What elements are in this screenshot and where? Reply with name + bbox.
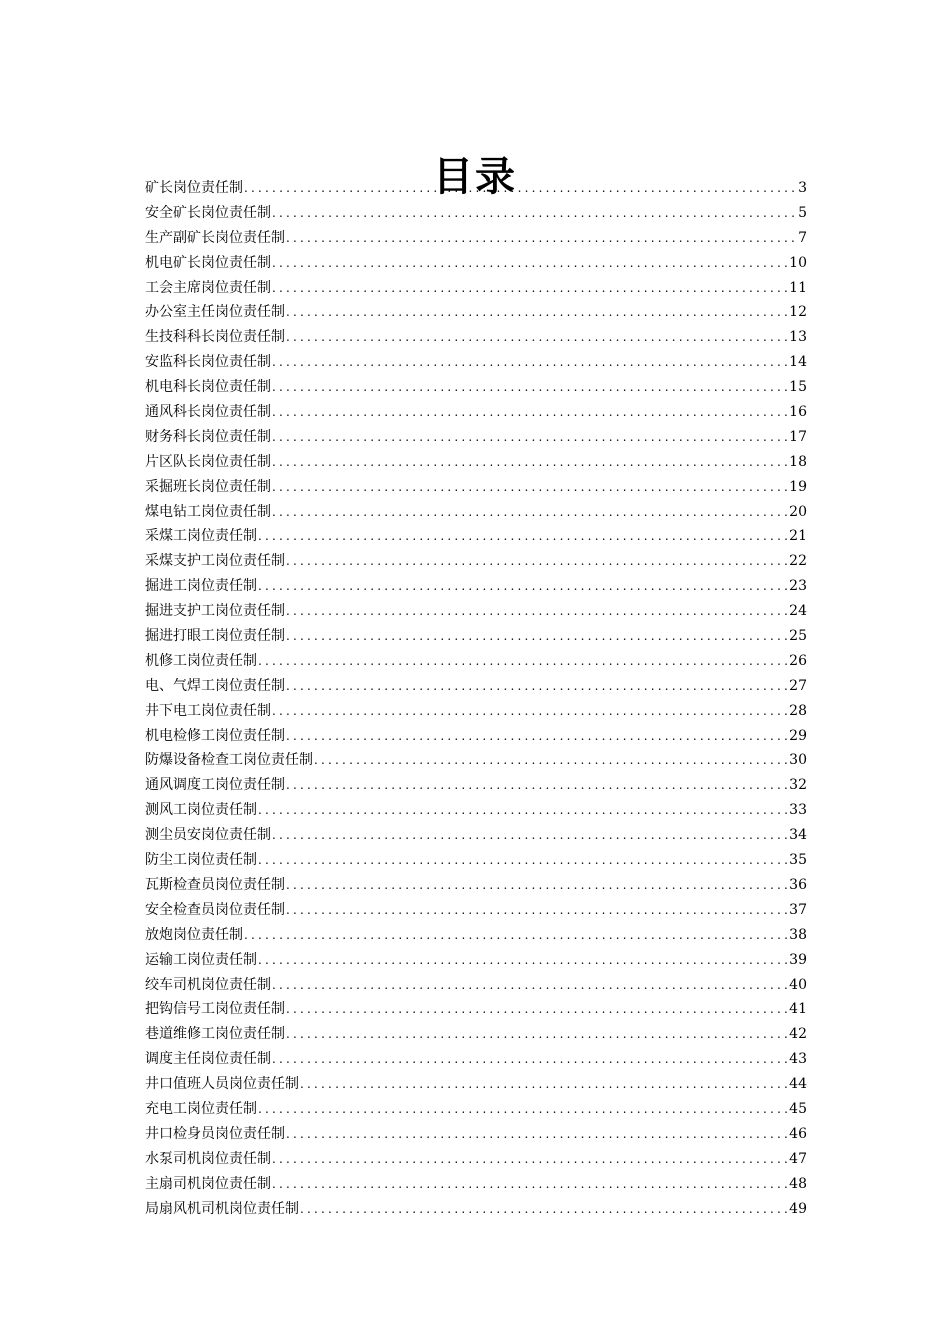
toc-dot-leader [286, 549, 787, 574]
toc-entry[interactable] [145, 873, 807, 898]
toc-entry-label: 掘进工岗位责任制 [145, 578, 257, 595]
toc-entry[interactable] [145, 1022, 807, 1047]
toc-dot-leader [258, 798, 787, 823]
toc-entry-label: 机电检修工岗位责任制 [145, 727, 285, 744]
toc-entry-page-number: 47 [789, 1150, 807, 1167]
toc-entry[interactable] [145, 699, 807, 724]
toc-entry[interactable] [145, 1147, 807, 1172]
toc-dot-leader [244, 176, 796, 201]
toc-entry-page-number: 40 [789, 976, 807, 993]
toc-entry-label: 采煤工岗位责任制 [145, 528, 257, 545]
toc-entry[interactable] [145, 375, 807, 400]
toc-entry-page-number: 35 [789, 852, 807, 869]
toc-dot-leader [258, 574, 787, 599]
toc-entry-page-number: 12 [789, 304, 807, 321]
toc-entry-label: 片区队长岗位责任制 [145, 453, 271, 470]
toc-entry-label: 瓦斯检查员岗位责任制 [145, 876, 285, 893]
toc-entry-page-number: 7 [798, 229, 807, 246]
toc-entry[interactable] [145, 773, 807, 798]
toc-entry[interactable] [145, 798, 807, 823]
table-of-contents [145, 176, 807, 1221]
toc-entry[interactable] [145, 251, 807, 276]
toc-dot-leader [272, 823, 787, 848]
toc-dot-leader [286, 300, 787, 325]
toc-entry[interactable] [145, 276, 807, 301]
toc-entry-page-number: 36 [789, 876, 807, 893]
toc-dot-leader [286, 724, 787, 749]
toc-dot-leader [272, 973, 787, 998]
toc-entry-page-number: 26 [789, 652, 807, 669]
toc-entry-page-number: 17 [789, 428, 807, 445]
toc-entry-label: 水泵司机岗位责任制 [145, 1150, 271, 1167]
toc-entry[interactable] [145, 475, 807, 500]
toc-entry-page-number: 20 [789, 503, 807, 520]
toc-dot-leader [286, 1122, 787, 1147]
toc-entry-label: 主扇司机岗位责任制 [145, 1175, 271, 1192]
toc-entry-page-number: 14 [789, 354, 807, 371]
toc-dot-leader [286, 599, 787, 624]
toc-entry[interactable] [145, 425, 807, 450]
toc-entry-label: 安全检查员岗位责任制 [145, 901, 285, 918]
toc-dot-leader [258, 948, 787, 973]
toc-entry[interactable] [145, 325, 807, 350]
toc-dot-leader [272, 276, 787, 301]
toc-entry[interactable] [145, 724, 807, 749]
toc-dot-leader [272, 1172, 787, 1197]
toc-entry-label: 生产副矿长岗位责任制 [145, 229, 285, 246]
toc-dot-leader [286, 997, 787, 1022]
toc-dot-leader [272, 400, 787, 425]
toc-entry[interactable] [145, 973, 807, 998]
toc-entry-label: 安监科长岗位责任制 [145, 354, 271, 371]
toc-entry-page-number: 32 [789, 777, 807, 794]
toc-entry-page-number: 28 [789, 702, 807, 719]
toc-entry-page-number: 5 [798, 204, 807, 221]
toc-entry-page-number: 44 [789, 1076, 807, 1093]
toc-entry[interactable] [145, 400, 807, 425]
toc-entry-page-number: 18 [789, 453, 807, 470]
toc-dot-leader [272, 1047, 787, 1072]
toc-entry-page-number: 3 [798, 180, 807, 196]
toc-entry[interactable] [145, 997, 807, 1022]
toc-entry-label: 生技科科长岗位责任制 [145, 329, 285, 346]
toc-entry[interactable] [145, 1197, 807, 1222]
toc-entry[interactable] [145, 748, 807, 773]
toc-entry[interactable] [145, 1047, 807, 1072]
toc-dot-leader [286, 873, 787, 898]
toc-entry[interactable] [145, 948, 807, 973]
toc-entry-label: 机电科长岗位责任制 [145, 379, 271, 396]
toc-entry[interactable] [145, 1072, 807, 1097]
toc-entry[interactable] [145, 574, 807, 599]
toc-dot-leader [272, 699, 787, 724]
toc-entry[interactable] [145, 300, 807, 325]
toc-entry[interactable] [145, 848, 807, 873]
toc-dot-leader [314, 748, 787, 773]
toc-entry[interactable] [145, 649, 807, 674]
toc-entry-label: 充电工岗位责任制 [145, 1100, 257, 1117]
toc-entry-label: 通风调度工岗位责任制 [145, 777, 285, 794]
toc-entry-page-number: 37 [789, 901, 807, 918]
toc-entry-page-number: 43 [789, 1051, 807, 1068]
toc-entry-label: 井下电工岗位责任制 [145, 702, 271, 719]
toc-entry-label: 电、气焊工岗位责任制 [145, 677, 285, 694]
toc-dot-leader [272, 251, 787, 276]
toc-entry-label: 安全矿长岗位责任制 [145, 204, 271, 221]
toc-dot-leader [286, 773, 787, 798]
toc-dot-leader [244, 923, 787, 948]
toc-entry-page-number: 15 [789, 379, 807, 396]
toc-entry-label: 把钩信号工岗位责任制 [145, 1001, 285, 1018]
toc-entry-label: 通风科长岗位责任制 [145, 404, 271, 421]
toc-entry-label: 绞车司机岗位责任制 [145, 976, 271, 993]
toc-entry-page-number: 24 [789, 603, 807, 620]
toc-entry[interactable] [145, 201, 807, 226]
toc-dot-leader [286, 624, 787, 649]
toc-entry[interactable] [145, 1172, 807, 1197]
toc-entry-page-number: 38 [789, 926, 807, 943]
toc-entry[interactable] [145, 898, 807, 923]
toc-entry-page-number: 41 [789, 1001, 807, 1018]
toc-entry[interactable] [145, 624, 807, 649]
toc-entry-page-number: 49 [789, 1200, 807, 1217]
toc-dot-leader [272, 450, 787, 475]
toc-dot-leader [258, 1097, 787, 1122]
toc-entry-label: 防尘工岗位责任制 [145, 852, 257, 869]
toc-entry-page-number: 10 [789, 254, 807, 271]
toc-entry[interactable] [145, 226, 807, 251]
toc-dot-leader [258, 649, 787, 674]
toc-entry-label: 机修工岗位责任制 [145, 652, 257, 669]
toc-entry-page-number: 45 [789, 1100, 807, 1117]
toc-entry[interactable] [145, 176, 807, 201]
toc-entry-page-number: 13 [789, 329, 807, 346]
toc-entry[interactable] [145, 549, 807, 574]
toc-entry-page-number: 30 [789, 752, 807, 769]
toc-entry-label: 测风工岗位责任制 [145, 802, 257, 819]
toc-entry-label: 财务科长岗位责任制 [145, 428, 271, 445]
toc-dot-leader [272, 500, 787, 525]
toc-entry-label: 局扇风机司机岗位责任制 [145, 1200, 299, 1217]
toc-entry-page-number: 25 [789, 628, 807, 645]
toc-dot-leader [300, 1197, 787, 1222]
toc-entry-page-number: 11 [789, 279, 807, 296]
toc-dot-leader [286, 1022, 787, 1047]
toc-entry-label: 掘进支护工岗位责任制 [145, 603, 285, 620]
toc-entry[interactable] [145, 500, 807, 525]
toc-entry[interactable] [145, 599, 807, 624]
toc-dot-leader [272, 475, 787, 500]
toc-entry-page-number: 19 [789, 478, 807, 495]
toc-entry[interactable] [145, 1122, 807, 1147]
toc-entry-label: 测尘员安岗位责任制 [145, 827, 271, 844]
toc-dot-leader [286, 325, 787, 350]
toc-dot-leader [272, 350, 787, 375]
toc-entry-page-number: 48 [789, 1175, 807, 1192]
toc-entry-page-number: 29 [789, 727, 807, 744]
toc-entry-page-number: 21 [789, 528, 807, 545]
toc-entry-page-number: 42 [789, 1026, 807, 1043]
toc-entry-label: 工会主席岗位责任制 [145, 279, 271, 296]
toc-dot-leader [272, 201, 796, 226]
toc-entry-label: 办公室主任岗位责任制 [145, 304, 285, 321]
toc-entry-page-number: 39 [789, 951, 807, 968]
toc-entry[interactable] [145, 350, 807, 375]
toc-entry-page-number: 16 [789, 404, 807, 421]
toc-entry-label: 巷道维修工岗位责任制 [145, 1026, 285, 1043]
toc-entry-label: 掘进打眼工岗位责任制 [145, 628, 285, 645]
toc-dot-leader [258, 848, 787, 873]
toc-entry[interactable] [145, 674, 807, 699]
toc-entry-label: 井口值班人员岗位责任制 [145, 1076, 299, 1093]
toc-dot-leader [258, 524, 787, 549]
toc-entry-page-number: 33 [789, 802, 807, 819]
toc-entry-label: 调度主任岗位责任制 [145, 1051, 271, 1068]
toc-dot-leader [272, 375, 787, 400]
toc-dot-leader [286, 674, 787, 699]
toc-entry-label: 采掘班长岗位责任制 [145, 478, 271, 495]
toc-entry[interactable] [145, 524, 807, 549]
toc-entry-page-number: 23 [789, 578, 807, 595]
page-title: 目录 [433, 153, 517, 200]
toc-entry-page-number: 46 [789, 1125, 807, 1142]
toc-entry-label: 防爆设备检查工岗位责任制 [145, 752, 313, 769]
toc-entry-label: 放炮岗位责任制 [145, 926, 243, 943]
toc-dot-leader [272, 425, 787, 450]
toc-dot-leader [286, 226, 796, 251]
toc-entry[interactable] [145, 1097, 807, 1122]
toc-entry-label: 运输工岗位责任制 [145, 951, 257, 968]
toc-entry-page-number: 22 [789, 553, 807, 570]
toc-entry-label: 采煤支护工岗位责任制 [145, 553, 285, 570]
toc-entry-label: 矿长岗位责任制 [145, 180, 243, 196]
toc-entry-page-number: 34 [789, 827, 807, 844]
toc-entry-label: 井口检身员岗位责任制 [145, 1125, 285, 1142]
toc-entry[interactable] [145, 923, 807, 948]
toc-entry[interactable] [145, 450, 807, 475]
toc-dot-leader [272, 1147, 787, 1172]
toc-entry-label: 煤电钻工岗位责任制 [145, 503, 271, 520]
toc-entry-page-number: 27 [789, 677, 807, 694]
toc-entry-label: 机电矿长岗位责任制 [145, 254, 271, 271]
toc-dot-leader [286, 898, 787, 923]
toc-entry[interactable] [145, 823, 807, 848]
toc-dot-leader [300, 1072, 787, 1097]
